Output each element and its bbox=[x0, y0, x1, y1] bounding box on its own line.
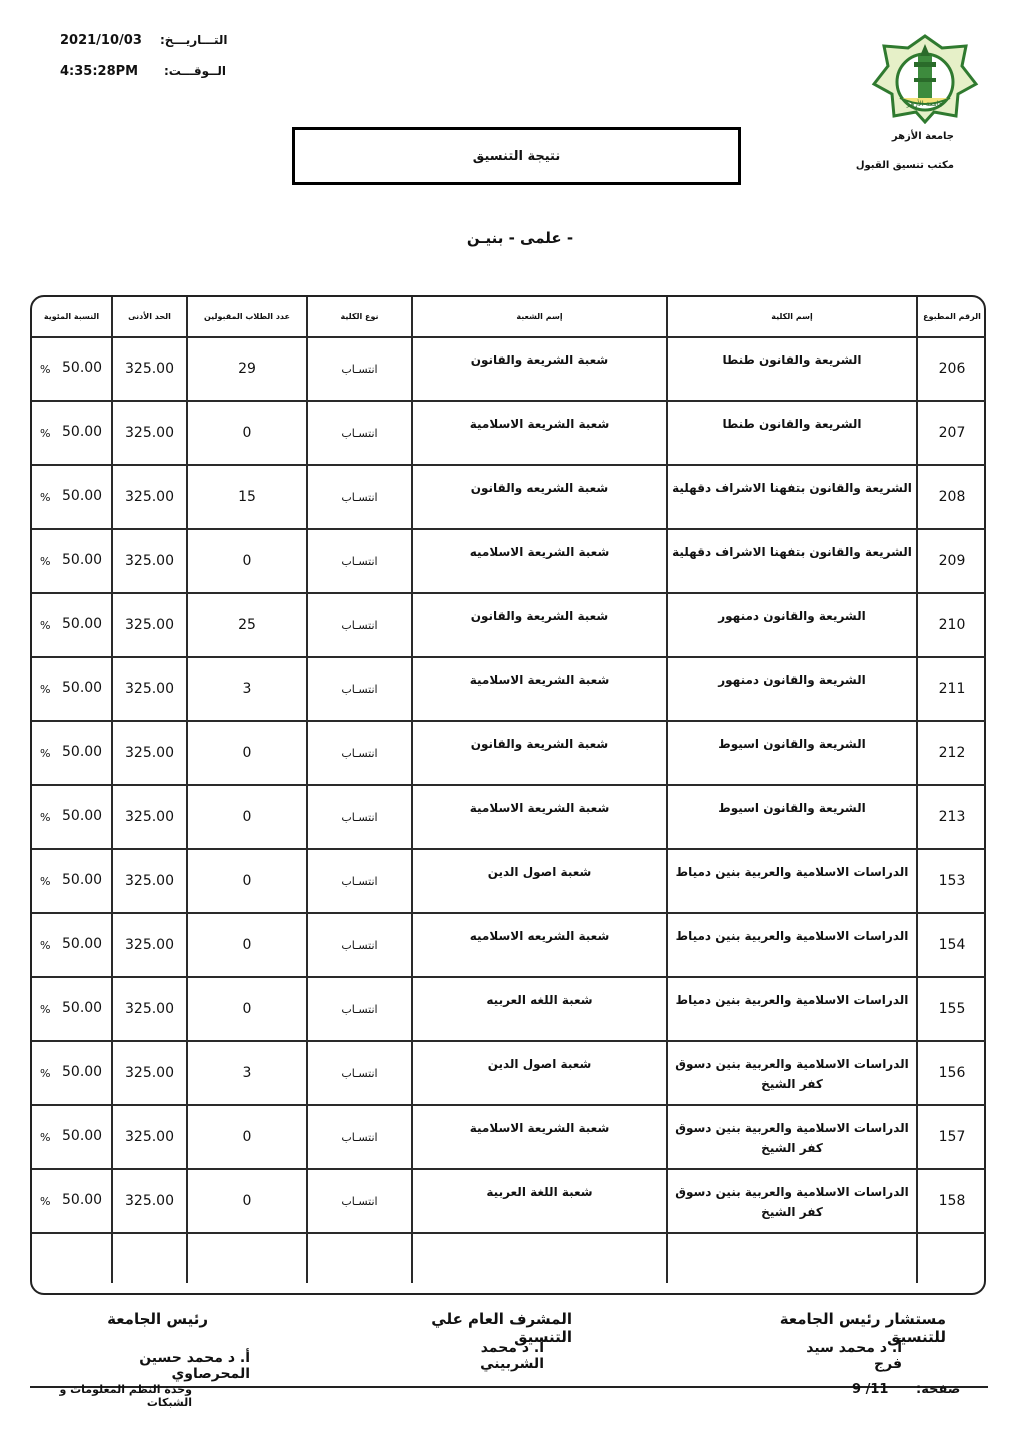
percentage-sign: % bbox=[40, 1003, 51, 1016]
signature-title-advisor: مستشار رئيس الجامعة للتنسيق bbox=[779, 1310, 946, 1346]
cell-branch-name: شعبة الشريعة الاسلامية bbox=[412, 401, 667, 465]
cell-branch-name: شعبة الشريعة والقانون bbox=[412, 721, 667, 785]
cell-faculty-name: الشريعة والقانون طنطا bbox=[667, 401, 917, 465]
cell-branch-name: شعبة الشريعة الاسلامية bbox=[412, 657, 667, 721]
cell-branch-name: شعبة الشريعة الاسلامية bbox=[412, 785, 667, 849]
percentage-value: 50.00 bbox=[62, 872, 103, 888]
cell-percentage bbox=[32, 1105, 112, 1169]
table-row bbox=[32, 465, 986, 529]
cell-min-score: 325.00 bbox=[112, 849, 187, 913]
cell-percentage bbox=[32, 465, 112, 529]
percentage-sign: % bbox=[40, 811, 51, 824]
cell-min-score: 325.00 bbox=[112, 465, 187, 529]
cell-accepted-count: 0 bbox=[187, 849, 307, 913]
cell-min-score: 325.00 bbox=[112, 1105, 187, 1169]
table-row bbox=[32, 785, 986, 849]
percentage-value: 50.00 bbox=[62, 488, 103, 504]
col-header-min: الحد الأدنى bbox=[112, 297, 187, 337]
cell-min-score: 325.00 bbox=[112, 977, 187, 1041]
cell-min-score: 325.00 bbox=[112, 529, 187, 593]
cell-faculty-type: انتسـاب bbox=[307, 913, 412, 977]
cell-accepted-count: 0 bbox=[187, 721, 307, 785]
cell-code: 213 bbox=[917, 785, 986, 849]
percentage-value: 50.00 bbox=[62, 680, 103, 696]
cell-percentage bbox=[32, 1041, 112, 1105]
table-row bbox=[32, 913, 986, 977]
cell-branch-name: شعبة اصول الدين bbox=[412, 849, 667, 913]
cell-faculty-type: انتسـاب bbox=[307, 529, 412, 593]
signature-name-president: أ. د محمد حسين المحرصاوي bbox=[139, 1350, 250, 1382]
cell-code: 206 bbox=[917, 337, 986, 401]
cell-faculty-name: الشريعة والقانون طنطا bbox=[667, 337, 917, 401]
table-row bbox=[32, 401, 986, 465]
cell-accepted-count: 25 bbox=[187, 593, 307, 657]
cell-code: 157 bbox=[917, 1105, 986, 1169]
cell-accepted-count: 0 bbox=[187, 913, 307, 977]
percentage-sign: % bbox=[40, 747, 51, 760]
table-row bbox=[32, 1105, 986, 1169]
cell-accepted-count: 0 bbox=[187, 1169, 307, 1233]
cell-min-score: 325.00 bbox=[112, 1169, 187, 1233]
cell-faculty-type: انتسـاب bbox=[307, 1041, 412, 1105]
table-row bbox=[32, 529, 986, 593]
cell-faculty-name: الدراسات الاسلامية والعربية بنين دسوق كفر الشيخ bbox=[667, 1105, 917, 1169]
col-header-code: الرقم المطبوع bbox=[917, 297, 986, 337]
cell-percentage bbox=[32, 529, 112, 593]
cell-branch-name: شعبة اللغة العربية bbox=[412, 1169, 667, 1233]
cell-faculty-type: انتسـاب bbox=[307, 465, 412, 529]
percentage-value: 50.00 bbox=[62, 1000, 103, 1016]
cell-faculty-type: انتسـاب bbox=[307, 1105, 412, 1169]
cell-branch-name: شعبة الشريعة الاسلاميه bbox=[412, 529, 667, 593]
cell-accepted-count: 0 bbox=[187, 977, 307, 1041]
cell-branch-name: شعبة الشريعه الاسلاميه bbox=[412, 913, 667, 977]
cell-min-score: 325.00 bbox=[112, 337, 187, 401]
table-row bbox=[32, 977, 986, 1041]
cell-min-score: 325.00 bbox=[112, 1041, 187, 1105]
signature-name-advisor: أ. د محمد سيد فرج bbox=[806, 1340, 902, 1372]
cell-code: 158 bbox=[917, 1169, 986, 1233]
date-label: التـــاريـــخ: bbox=[160, 33, 228, 47]
cell-percentage bbox=[32, 657, 112, 721]
cell-percentage bbox=[32, 977, 112, 1041]
cell-faculty-type: انتسـاب bbox=[307, 1169, 412, 1233]
percentage-value: 50.00 bbox=[62, 936, 103, 952]
cell-code: 211 bbox=[917, 657, 986, 721]
percentage-value: 50.00 bbox=[62, 552, 103, 568]
percentage-value: 50.00 bbox=[62, 1128, 103, 1144]
percentage-sign: % bbox=[40, 555, 51, 568]
cell-min-score: 325.00 bbox=[112, 401, 187, 465]
cell-faculty-name: الشريعة والقانون دمنهور bbox=[667, 593, 917, 657]
cell-min-score: 325.00 bbox=[112, 593, 187, 657]
time-label: الــوقـــت: bbox=[164, 64, 227, 78]
svg-text:جامعة الأزهر: جامعة الأزهر bbox=[906, 100, 944, 108]
col-header-branch: إسم الشعبة bbox=[412, 297, 667, 337]
cell-branch-name: شعبة الشريعة الاسلامية bbox=[412, 1105, 667, 1169]
cell-faculty-name: الدراسات الاسلامية والعربية بنين دمياط bbox=[667, 849, 917, 913]
results-table bbox=[32, 297, 986, 1283]
percentage-value: 50.00 bbox=[62, 424, 103, 440]
university-logo bbox=[870, 32, 980, 124]
cell-branch-name: شعبة الشريعة والقانون bbox=[412, 337, 667, 401]
cell-code: 210 bbox=[917, 593, 986, 657]
cell-code: 156 bbox=[917, 1041, 986, 1105]
table-row bbox=[32, 657, 986, 721]
percentage-sign: % bbox=[40, 683, 51, 696]
signature-title-supervisor: المشرف العام علي التنسيق bbox=[431, 1310, 572, 1346]
page-label: صفحة: bbox=[916, 1382, 961, 1397]
cell-faculty-name: الشريعة والقانون اسيوط bbox=[667, 721, 917, 785]
cell-faculty-name: الدراسات الاسلامية والعربية بنين دسوق كفر الشيخ bbox=[667, 1169, 917, 1233]
time-value: 4:35:28PM bbox=[60, 64, 139, 79]
cell-code: 154 bbox=[917, 913, 986, 977]
percentage-value: 50.00 bbox=[62, 1192, 103, 1208]
table-row bbox=[32, 593, 986, 657]
page-number: 9 /11 bbox=[852, 1382, 889, 1397]
page-subtitle: - علمى - بنيـن bbox=[466, 229, 574, 247]
cell-min-score: 325.00 bbox=[112, 721, 187, 785]
percentage-value: 50.00 bbox=[62, 744, 103, 760]
table-row bbox=[32, 337, 986, 401]
cell-accepted-count: 0 bbox=[187, 1105, 307, 1169]
cell-faculty-name: الشريعة والقانون اسيوط bbox=[667, 785, 917, 849]
cell-percentage bbox=[32, 401, 112, 465]
col-header-pct: النسبة المئوية bbox=[32, 297, 112, 337]
cell-faculty-type: انتسـاب bbox=[307, 401, 412, 465]
cell-branch-name: شعبة الشريعه والقانون bbox=[412, 465, 667, 529]
cell-accepted-count: 15 bbox=[187, 465, 307, 529]
cell-faculty-type: انتسـاب bbox=[307, 977, 412, 1041]
percentage-sign: % bbox=[40, 619, 51, 632]
cell-accepted-count: 29 bbox=[187, 337, 307, 401]
percentage-sign: % bbox=[40, 1067, 51, 1080]
cell-faculty-type: انتسـاب bbox=[307, 721, 412, 785]
col-header-faculty: إسم الكلية bbox=[667, 297, 917, 337]
cell-faculty-name: الدراسات الاسلامية والعربية بنين دمياط bbox=[667, 913, 917, 977]
cell-accepted-count: 3 bbox=[187, 657, 307, 721]
cell-code: 153 bbox=[917, 849, 986, 913]
cell-percentage bbox=[32, 337, 112, 401]
cell-percentage bbox=[32, 785, 112, 849]
cell-branch-name: شعبة اللغه العربيه bbox=[412, 977, 667, 1041]
cell-faculty-name: الشريعة والقانون دمنهور bbox=[667, 657, 917, 721]
university-name: جامعة الأزهر bbox=[891, 131, 954, 142]
signature-name-supervisor: أ. د محمد الشربيني bbox=[480, 1340, 544, 1372]
cell-faculty-name: الدراسات الاسلامية والعربية بنين دسوق كفر الشيخ bbox=[667, 1041, 917, 1105]
page-title: نتيجة التنسيق bbox=[292, 127, 741, 185]
cell-accepted-count: 0 bbox=[187, 401, 307, 465]
cell-min-score: 325.00 bbox=[112, 785, 187, 849]
percentage-sign: % bbox=[40, 1131, 51, 1144]
cell-branch-name: شعبة الشريعة والقانون bbox=[412, 593, 667, 657]
col-header-type: نوع الكلية bbox=[307, 297, 412, 337]
cell-percentage bbox=[32, 721, 112, 785]
percentage-sign: % bbox=[40, 939, 51, 952]
percentage-sign: % bbox=[40, 1195, 51, 1208]
cell-faculty-name: الشريعة والقانون بتفهنا الاشراف دقهلية bbox=[667, 529, 917, 593]
percentage-value: 50.00 bbox=[62, 1064, 103, 1080]
percentage-sign: % bbox=[40, 427, 51, 440]
table-row bbox=[32, 1041, 986, 1105]
cell-faculty-type: انتسـاب bbox=[307, 785, 412, 849]
table-empty-space bbox=[32, 1233, 986, 1283]
cell-accepted-count: 3 bbox=[187, 1041, 307, 1105]
cell-faculty-type: انتسـاب bbox=[307, 337, 412, 401]
cell-faculty-type: انتسـاب bbox=[307, 593, 412, 657]
cell-percentage bbox=[32, 913, 112, 977]
cell-accepted-count: 0 bbox=[187, 785, 307, 849]
cell-faculty-name: الدراسات الاسلامية والعربية بنين دمياط bbox=[667, 977, 917, 1041]
cell-code: 209 bbox=[917, 529, 986, 593]
cell-percentage bbox=[32, 849, 112, 913]
percentage-value: 50.00 bbox=[62, 808, 103, 824]
table-row bbox=[32, 849, 986, 913]
cell-faculty-type: انتسـاب bbox=[307, 849, 412, 913]
percentage-sign: % bbox=[40, 491, 51, 504]
table-header bbox=[32, 297, 986, 337]
cell-branch-name: شعبة اصول الدين bbox=[412, 1041, 667, 1105]
percentage-value: 50.00 bbox=[62, 360, 103, 376]
table-row bbox=[32, 721, 986, 785]
cell-code: 207 bbox=[917, 401, 986, 465]
cell-min-score: 325.00 bbox=[112, 657, 187, 721]
cell-accepted-count: 0 bbox=[187, 529, 307, 593]
office-name: مكتب تنسيق القبول bbox=[855, 160, 954, 171]
date-value: 2021/10/03 bbox=[60, 33, 142, 48]
table-row bbox=[32, 1169, 986, 1233]
footer-unit: وحدة النظم المعلومات و الشبكات bbox=[59, 1383, 192, 1409]
percentage-sign: % bbox=[40, 363, 51, 376]
cell-code: 212 bbox=[917, 721, 986, 785]
cell-percentage bbox=[32, 593, 112, 657]
cell-code: 155 bbox=[917, 977, 986, 1041]
cell-faculty-name: الشريعة والقانون بتفهنا الاشراف دقهلية bbox=[667, 465, 917, 529]
cell-min-score: 325.00 bbox=[112, 913, 187, 977]
cell-faculty-type: انتسـاب bbox=[307, 657, 412, 721]
percentage-sign: % bbox=[40, 875, 51, 888]
col-header-count: عدد الطلاب المقبولين bbox=[187, 297, 307, 337]
cell-code: 208 bbox=[917, 465, 986, 529]
cell-percentage bbox=[32, 1169, 112, 1233]
percentage-value: 50.00 bbox=[62, 616, 103, 632]
signature-title-president: رئيس الجامعة bbox=[107, 1310, 208, 1328]
